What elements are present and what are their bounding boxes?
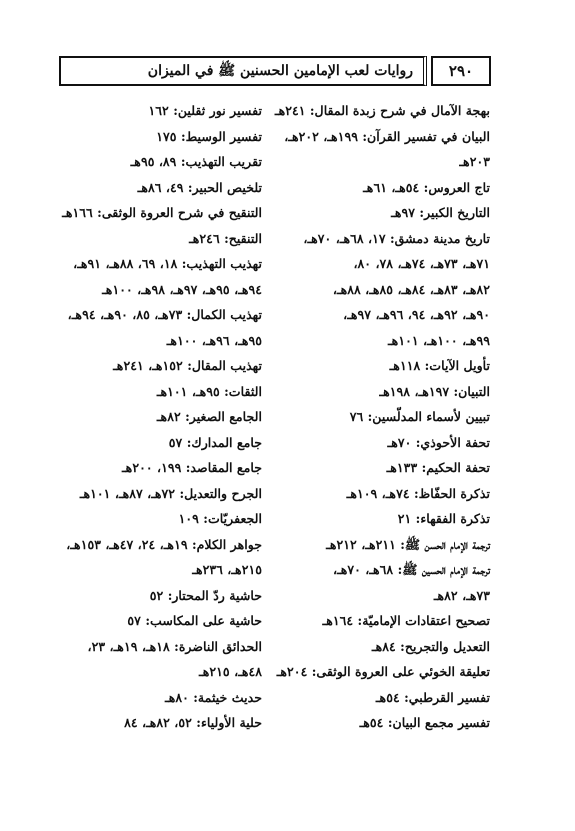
index-entry: تقريب التهذيب: ٨٩، ٩٥هـ	[130, 154, 262, 169]
index-entry: حديث خيثمة: ٨٠هـ	[165, 689, 262, 705]
index-entry: جامع المدارك: ٥٧	[168, 434, 262, 450]
index-entry: تذكرة الحفّاظ: ٧٤هـ، ١٠٩هـ	[346, 485, 490, 501]
index-entry: تهذيب المقال: ١٥٢هـ، ٢٤١هـ	[113, 358, 262, 373]
index-entry: ٢١٥هـ، ٢٣٦هـ	[192, 562, 262, 577]
index-entry: تحفة الحكيم: ١٣٣هـ	[386, 460, 490, 475]
index-entry: تفسير الوسيط: ١٧٥	[156, 128, 262, 144]
index-entry: تفسير نور ثقلين: ١٦٢	[148, 103, 262, 118]
index-entry: ٧١هـ، ٧٣هـ، ٧٤هـ، ٧٨، ٨٠،	[353, 256, 490, 271]
index-entry: تهذيب الكمال: ٧٣هـ، ٨٥، ٩٠هـ، ٩٤هـ،	[67, 307, 262, 322]
index-entry: حاشية ردّ المحتار: ٥٢	[149, 587, 262, 603]
page-header	[59, 56, 491, 88]
index-entry: حلية الأولياء: ٥٢، ٨٢هـ، ٨٤	[124, 715, 262, 730]
index-entry: ٧٣هـ، ٨٢هـ	[433, 587, 490, 603]
index-entry: تهذيب التهذيب: ١٨، ٦٩، ٨٨هـ، ٩١هـ،	[73, 256, 262, 271]
index-entry: ترجمة الإمام الحسن ﷺ: ٢١١هـ، ٢١٢هـ	[326, 536, 490, 552]
index-entry: تلخيص الحبير: ٤٩، ٨٦هـ	[137, 179, 262, 195]
index-entry: ترجمة الإمام الحسين ﷺ: ٦٨هـ، ٧٠هـ،	[332, 562, 490, 577]
index-entry: ٤٨هـ، ٢١٥هـ	[199, 664, 262, 679]
index-entry: جواهر الكلام: ١٩هـ، ٢٤، ٤٧هـ، ١٥٣هـ،	[66, 536, 262, 552]
index-entry: تفسير القرطبي: ٥٤هـ	[375, 689, 490, 705]
index-entry: تصحيح اعتقادات الإماميّة: ١٦٤هـ	[322, 613, 490, 628]
index-entry: التنقيح في شرح العروة الوثقى: ١٦٦هـ	[62, 205, 262, 220]
index-entry: الحدائق الناضرة: ١٨هـ، ١٩هـ، ٢٣،	[87, 638, 262, 654]
index-entry: الثقات: ٩٥هـ، ١٠١هـ	[156, 383, 262, 399]
index-entry: حاشية على المكاسب: ٥٧	[127, 613, 262, 628]
index-entry: البيان في تفسير القرآن: ١٩٩هـ، ٢٠٢هـ،	[284, 128, 490, 144]
index-entry: الجامع الصغير: ٨٢هـ	[156, 409, 262, 424]
index-entry: ٩٥هـ، ٩٦هـ، ١٠٠هـ	[166, 332, 262, 348]
running-title: روايات لعب الإمامين الحسنين ﷺ في الميزان	[59, 56, 427, 86]
index-entry: تاريخ مدينة دمشق: ١٧، ٦٨هـ، ٧٠هـ،	[303, 230, 490, 246]
index-column-right	[274, 98, 490, 736]
index-entry: ٩٠هـ، ٩٢هـ، ٩٤، ٩٦هـ، ٩٧هـ،	[343, 307, 490, 322]
index-entry: ٨٢هـ، ٨٣هـ، ٨٤هـ، ٨٥هـ، ٨٨هـ،	[332, 281, 490, 297]
index-entry: تعليقة الخوئي على العروة الوثقى: ٢٠٤هـ	[276, 664, 490, 679]
index-entry: بهجة الآمال في شرح زبدة المقال: ٢٤١هـ	[274, 103, 490, 118]
index-entry: تحفة الأحوذي: ٧٠هـ	[387, 434, 490, 450]
index-entry: تفسير مجمع البيان: ٥٤هـ	[359, 715, 490, 730]
index-entry: التبيان: ١٩٧هـ، ١٩٨هـ	[379, 383, 490, 399]
index-entry: جامع المقاصد: ١٩٩، ٢٠٠هـ	[121, 460, 262, 475]
index-entry: التعديل والتجريح: ٨٤هـ	[371, 638, 490, 654]
index-entry: ٢٠٣هـ	[459, 154, 490, 169]
index-entry: التنقيح: ٢٤٦هـ	[189, 230, 262, 246]
index-entry: التاريخ الكبير: ٩٧هـ	[391, 205, 490, 220]
index-column-left	[57, 98, 262, 736]
index-entry: الجرح والتعديل: ٧٢هـ، ٨٧هـ، ١٠١هـ	[79, 485, 262, 501]
index-entry: تاج العروس: ٥٤هـ، ٦١هـ	[363, 179, 490, 195]
index-entry: تأويل الآيات: ١١٨هـ	[389, 358, 490, 373]
index-entry: الجعفريّات: ١٠٩	[178, 511, 262, 526]
index-entry: تبيين لأسماء المدلّسين: ٧٦	[349, 409, 490, 424]
index-entry: ٩٤هـ، ٩٥هـ، ٩٧هـ، ٩٨هـ، ١٠٠هـ	[102, 281, 262, 297]
index-entry: ٩٩هـ، ١٠٠هـ، ١٠١هـ	[387, 332, 490, 348]
page-number: ٢٩٠	[431, 56, 491, 86]
index-entry: تذكرة الفقهاء: ٢١	[397, 511, 490, 526]
